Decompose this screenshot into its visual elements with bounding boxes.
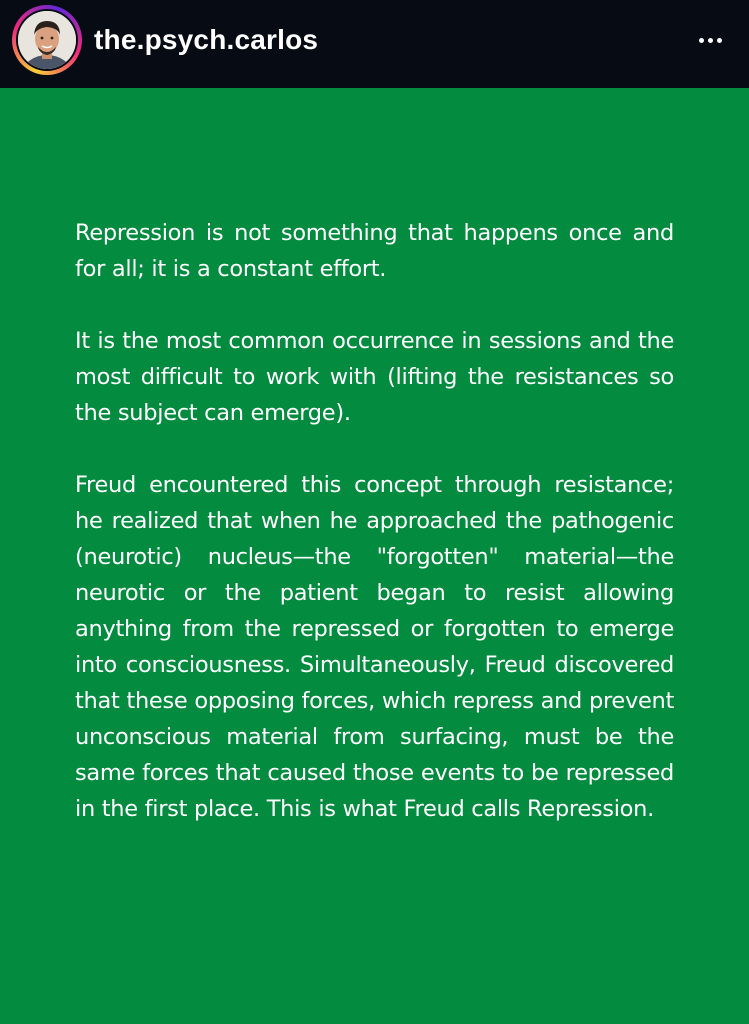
post-header xyxy=(0,0,749,88)
post-text xyxy=(75,215,674,827)
avatar[interactable] xyxy=(18,11,76,69)
paragraph: Repression is not something that happens once and for all; it is a constant effort. xyxy=(75,220,674,282)
paragraph: It is the most common occurrence in sessions and the most difficult to work with (lifting the resistances so the subject can emerge). xyxy=(75,328,674,426)
more-horizontal-icon xyxy=(708,38,713,43)
avatar-gap xyxy=(16,9,78,71)
paragraph: Freud encountered this concept through resistance; he realized that when he approached the pathogenic (neurotic) nucleus—the "forgotten" material—the neurotic or the patient began to resist allowing anything from the repressed or forgotten to emerge into consciousness. Simultaneously, Freud discovered that these opposing forces, which repress and prevent unconscious material from surfacing, must be the same forces that caused those events to be repressed in the first place. This is what Freud calls Repression. xyxy=(75,472,674,822)
more-horizontal-icon xyxy=(717,38,722,43)
more-horizontal-icon xyxy=(699,38,704,43)
profile-photo-icon xyxy=(18,11,76,69)
username-link[interactable]: the.psych.carlos xyxy=(94,24,319,55)
story-ring[interactable] xyxy=(12,5,82,75)
more-options-button[interactable] xyxy=(688,24,732,56)
